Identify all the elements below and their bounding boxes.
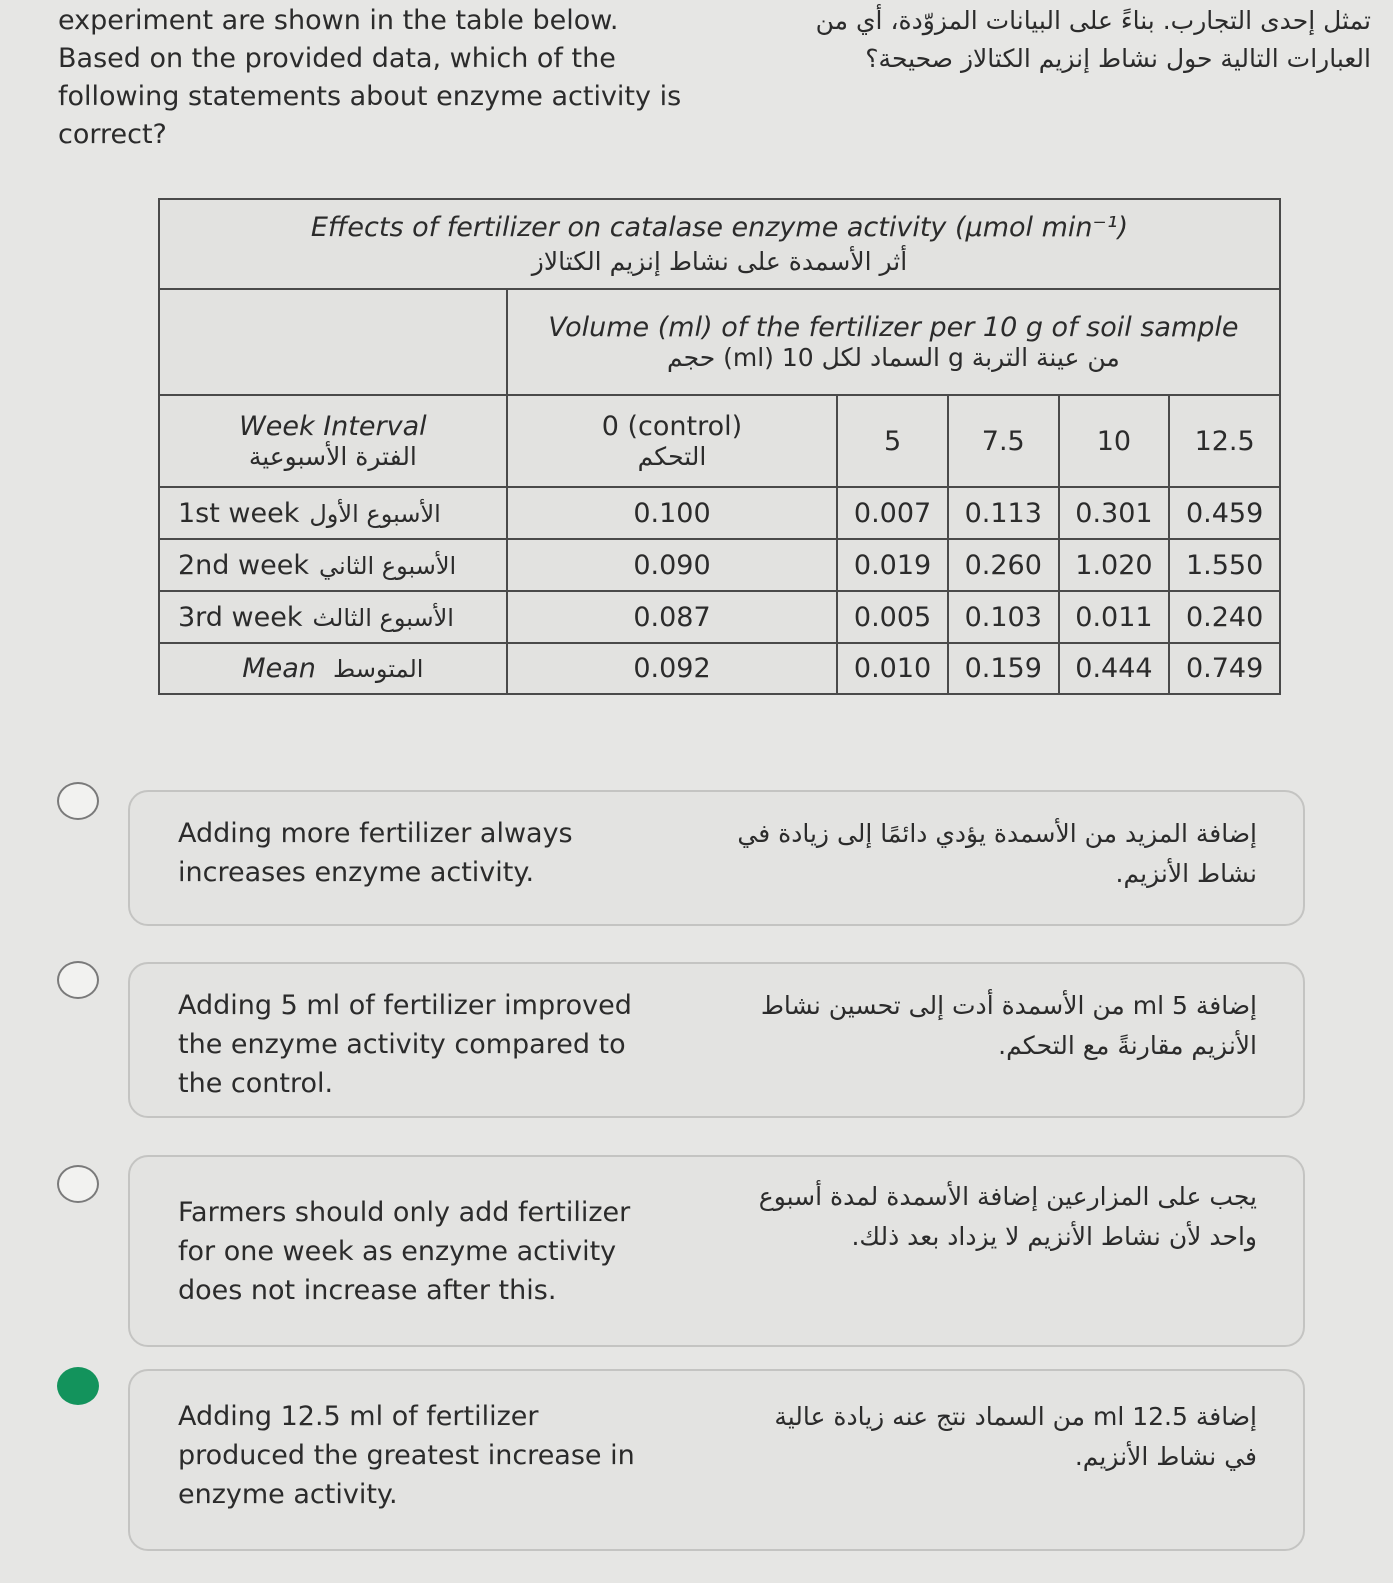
volume-col-header: 5 — [837, 395, 948, 487]
table-cell: 0.749 — [1169, 643, 1280, 694]
answer-option[interactable] — [128, 1369, 1305, 1551]
option-text-ar: يجب على المزارعين إضافة الأسمدة لمدة أسبوع واحد لأن نشاط الأنزيم لا يزداد بعد ذلك. — [758, 1182, 1257, 1251]
option-text-ar: إضافة المزيد من الأسمدة يؤدي دائمًا إلى زيادة في نشاط الأنزيم. — [737, 819, 1257, 888]
row-label — [159, 591, 507, 643]
table-cell: 0.100 — [507, 487, 838, 539]
option-radio[interactable] — [57, 1165, 99, 1203]
row-label-ar: الأسبوع الثالث — [312, 603, 454, 632]
table-cell: 0.090 — [507, 539, 838, 591]
row-label-ar: الأسبوع الأول — [309, 499, 441, 528]
week-header-ar: الفترة الأسبوعية — [248, 442, 417, 471]
table-caption — [159, 199, 1280, 289]
row-label-en: 1st week — [178, 497, 300, 529]
volume-header-ar: حجم (ml) السماد لكل 10 g من عينة التربة — [666, 343, 1120, 372]
volume-col-header: 7.5 — [948, 395, 1059, 487]
table-cell: 0.019 — [837, 539, 948, 591]
question-text-en: experiment are shown in the table below. Based on the provided data, which of the following statements about enzyme activity is correct? — [58, 5, 682, 150]
table-cell: 0.113 — [948, 487, 1059, 539]
question-text-ar: تمثل إحدى التجارب. بناءً على البيانات المزوّدة، أي من العبارات التالية حول نشاط إنزيم الكتالاز صحيحة؟ — [815, 6, 1371, 73]
table-cell: 0.444 — [1059, 643, 1170, 694]
table-row — [159, 643, 1280, 694]
control-header-en: 0 (control) — [601, 411, 743, 442]
row-label — [159, 539, 507, 591]
option-text-en: Farmers should only add fertilizer for one week as enzyme activity does not increase after this. — [178, 1197, 631, 1306]
row-label-en: 3rd week — [178, 601, 303, 633]
answer-option[interactable] — [128, 790, 1305, 926]
table-cell: 0.103 — [948, 591, 1059, 643]
table-cell: 0.087 — [507, 591, 838, 643]
option-radio[interactable] — [57, 782, 99, 820]
option-text-ar: إضافة 12.5 ml من السماد نتج عنه زيادة عالية في نشاط الأنزيم. — [774, 1402, 1257, 1471]
option-radio[interactable] — [57, 961, 99, 999]
volume-col-header: 10 — [1059, 395, 1170, 487]
table-cell: 0.459 — [1169, 487, 1280, 539]
option-text-en: Adding 12.5 ml of fertilizer produced the greatest increase in enzyme activity. — [178, 1401, 635, 1510]
table-row — [159, 487, 1280, 539]
volume-col-header: 12.5 — [1169, 395, 1280, 487]
week-header-en: Week Interval — [239, 411, 427, 442]
volume-header — [507, 289, 1280, 395]
table-cell: 1.550 — [1169, 539, 1280, 591]
table-caption-en: Effects of fertilizer on catalase enzyme activity (μmol min⁻¹) — [310, 212, 1129, 243]
table-caption-ar: أثر الأسمدة على نشاط إنزيم الكتالاز — [531, 247, 908, 276]
option-text-en: Adding 5 ml of fertilizer improved the enzyme activity compared to the control. — [178, 990, 632, 1099]
row-label-ar: المتوسط — [333, 655, 424, 683]
row-label — [159, 487, 507, 539]
table-cell: 1.020 — [1059, 539, 1170, 591]
option-text-en: Adding more fertilizer always increases enzyme activity. — [178, 818, 573, 888]
option-radio-selected[interactable] — [57, 1367, 99, 1405]
data-table — [158, 198, 1281, 695]
table-row — [159, 591, 1280, 643]
row-label-ar: الأسبوع الثاني — [318, 551, 457, 580]
volume-header-en: Volume (ml) of the fertilizer per 10 g of soil sample — [548, 312, 1239, 343]
table-cell: 0.301 — [1059, 487, 1170, 539]
table-cell: 0.011 — [1059, 591, 1170, 643]
control-header-ar: التحكم — [637, 442, 707, 471]
control-header — [507, 395, 838, 487]
answer-option[interactable] — [128, 962, 1305, 1118]
empty-header-cell — [159, 289, 507, 395]
row-label — [159, 643, 507, 694]
table-cell: 0.260 — [948, 539, 1059, 591]
table-cell: 0.159 — [948, 643, 1059, 694]
table-cell: 0.007 — [837, 487, 948, 539]
table-cell: 0.010 — [837, 643, 948, 694]
option-text-ar: إضافة 5 ml من الأسمدة أدت إلى تحسين نشاط الأنزيم مقارنةً مع التحكم. — [760, 991, 1257, 1060]
answer-option[interactable] — [128, 1155, 1305, 1347]
row-label-en: Mean — [242, 653, 316, 684]
week-header — [159, 395, 507, 487]
table-row — [159, 539, 1280, 591]
table-cell: 0.092 — [507, 643, 838, 694]
table-cell: 0.240 — [1169, 591, 1280, 643]
table-cell: 0.005 — [837, 591, 948, 643]
row-label-en: 2nd week — [178, 549, 309, 581]
